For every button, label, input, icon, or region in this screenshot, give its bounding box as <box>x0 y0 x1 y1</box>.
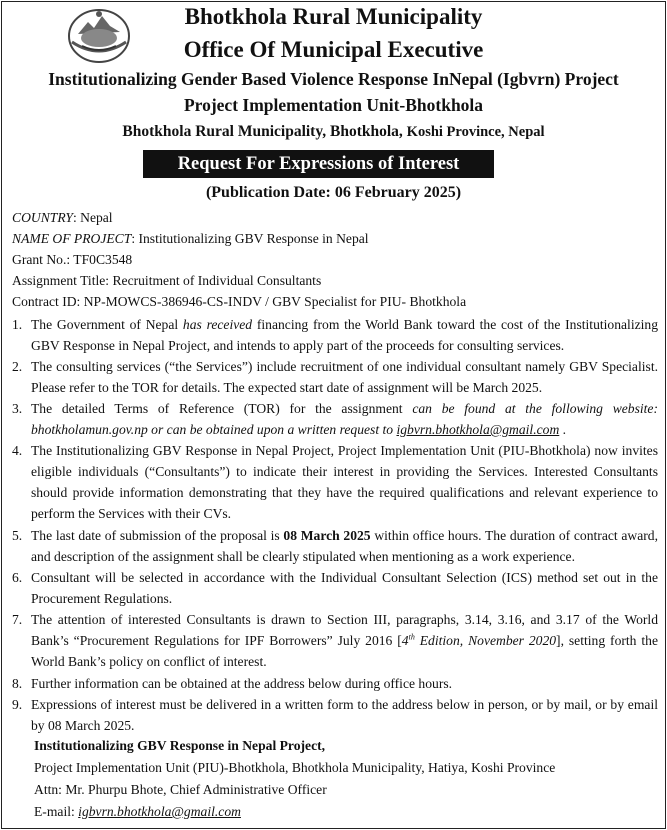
project-name-line: NAME OF PROJECT: Institutionalizing GBV Response in Nepal <box>12 231 369 246</box>
address-attn: Attn: Mr. Phurpu Bhote, Chief Administrative Officer <box>34 782 327 797</box>
list-item-6: 6. Consultant will be selected in accordance with the Individual Consultant Selection (ICS) method set out in the Procurement Regulations. <box>12 570 658 606</box>
office-title: Office Of Municipal Executive <box>183 37 484 62</box>
list-item-8: 8. Further information can be obtained at the address below during office hours. <box>12 676 453 691</box>
list-item-4: 4. The Institutionalizing GBV Response in Nepal Project, Project Implementation Unit (PIU-Bhotkhola) now invites eligible individuals (“Consultants”) to indicate their interest in providing the Services. Interested Consultants should provide information demonstrating that they have the required qualifications and relevant experience to perform the Services with their CVs. <box>12 443 658 521</box>
address-project: Institutionalizing GBV Response in Nepal Project, <box>34 738 326 753</box>
contract-line: Contract ID: NP-MOWCS-386946-CS-INDV / GBV Specialist for PIU- Bhotkhola <box>12 294 467 309</box>
list-item-1: 1. The Government of Nepal has received financing from the World Bank toward the cost of the Institutionalizing GBV Response in Nepal Project, and intends to apply part of the proceeds for consulting services. <box>12 317 659 353</box>
list-item-9: 9. Expressions of interest must be delivered in a written form to the address below in person, or by mail, or by email by 08 March 2025. <box>12 697 658 733</box>
country-line: COUNTRY: Nepal <box>12 210 113 225</box>
unit-title: Project Implementation Unit-Bhotkhola <box>183 95 484 115</box>
address-email-line: E-mail: igbvrn.bhotkhola@gmail.com <box>34 804 241 819</box>
assignment-line: Assignment Title: Recruitment of Individual Consultants <box>12 273 322 288</box>
tor-email-link[interactable]: igbvrn.bhotkhola@gmail.com <box>396 422 560 437</box>
publication-date: (Publication Date: 06 February 2025) <box>205 184 462 201</box>
rfei-banner: Request For Expressions of Interest <box>143 150 494 178</box>
contact-email-link[interactable]: igbvrn.bhotkhola@gmail.com <box>78 804 241 819</box>
municipality-title: Bhotkhola Rural Municipality <box>184 4 483 29</box>
address-unit: Project Implementation Unit (PIU)-Bhotkhola, Bhotkhola Municipality, Hatiya, Koshi Province <box>34 760 556 775</box>
list-item-7: 7. The attention of interested Consultants is drawn to Section III, paragraphs, 3.14, 3.16, and 3.17 of the World Bank’s “Procurement Regulations for IPF Borrowers” July 2016 [4th Edition, November 2020], setting forth the World Bank’s policy on conflict of interest. <box>12 612 658 669</box>
list-item-2: 2. The consulting services (“the Services”) include recruitment of one individual consultant namely GBV Specialist. Please refer to the TOR for details. The expected start date of assignment will be March 2025. <box>12 359 658 395</box>
list-item-5: 5. The last date of submission of the proposal is 08 March 2025 within office hours. The duration of contract award, and description of the assignment shall be clearly stipulated when mentioning as a work experience. <box>12 528 658 564</box>
list-item-3: 3. The detailed Terms of Reference (TOR) for the assignment can be found at the following website: bhotkholamun.gov.np or can be obtained upon a written request to igbvrn.bhotkhola@gmail.com . <box>12 401 658 437</box>
project-title: Institutionalizing Gender Based Violence Response InNepal (Igbvrn) Project <box>48 69 619 89</box>
address-title: Bhotkhola Rural Municipality, Bhotkhola, Koshi Province, Nepal <box>122 123 545 140</box>
grant-line: Grant No.: TF0C3548 <box>12 252 133 267</box>
